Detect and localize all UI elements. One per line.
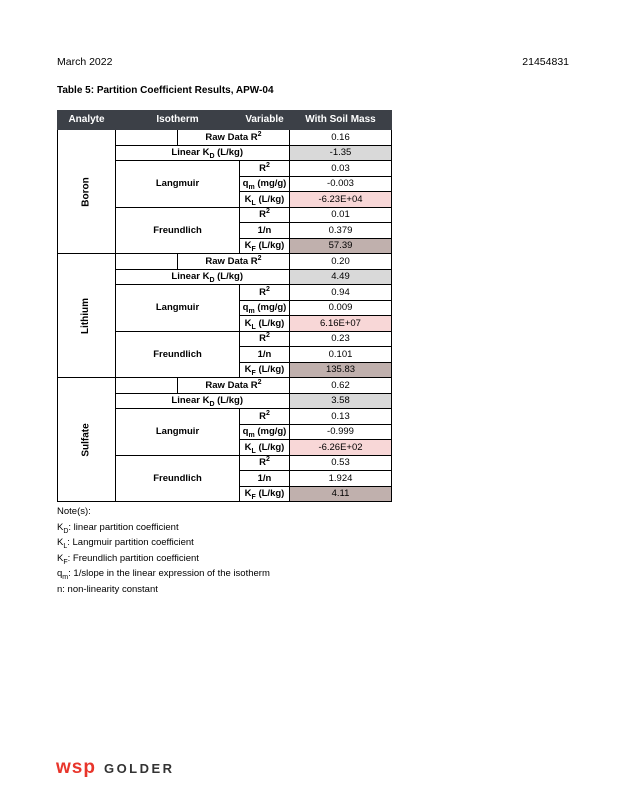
analyte-lithium: Lithium [58, 254, 116, 378]
boron-langmuir-r2: 0.03 [290, 161, 392, 177]
table-row: $q_m$ (mg/g) -0.003 [58, 176, 392, 192]
note-n: n: non-linearity constant [57, 583, 158, 595]
langmuir-label: Langmuir [116, 285, 240, 332]
wsp-golder-logo [56, 757, 175, 779]
partition-coefficient-table [57, 110, 392, 502]
header-date: March 2022 [57, 56, 113, 68]
sulfate-freundlich-r2: 0.53 [290, 455, 392, 471]
table-caption: Table 5: Partition Coefficient Results, APW-04 [57, 85, 274, 96]
boron-langmuir-qm: -0.003 [290, 176, 392, 192]
note-qm: $q_m$: 1/slope in the linear expression of the isotherm [57, 568, 270, 582]
sulfate-freundlich-kf: 4.11 [290, 486, 392, 502]
sulfate-freundlich-n: 1.924 [290, 471, 392, 487]
analyte-sulfate: Sulfate [58, 378, 116, 502]
linear-kd-label: Linear $K_D$ (L/kg) [116, 393, 290, 409]
boron-langmuir-kl: -6.23E+04 [290, 192, 392, 208]
col-variable: Variable [240, 111, 290, 130]
raw-r2-label: Raw Data $R^2$ [178, 254, 290, 270]
sulfate-langmuir-kl: -6.26E+02 [290, 440, 392, 456]
table-notes [57, 504, 270, 598]
langmuir-label: Langmuir [116, 161, 240, 208]
sulfate-linear-kd: 3.58 [290, 393, 392, 409]
table-row [58, 378, 392, 394]
lithium-freundlich-r2: 0.23 [290, 331, 392, 347]
sulfate-raw-r2: 0.62 [290, 378, 392, 394]
raw-r2-label: Raw Data $R^2$ [178, 378, 290, 394]
linear-kd-label: Linear $K_D$ (L/kg) [116, 269, 290, 285]
notes-title: Note(s): [57, 506, 91, 517]
table-row: Freundlich $R^2$ 0.53 [58, 455, 392, 471]
table-row: Freundlich $R^2$ 0.23 [58, 331, 392, 347]
freundlich-label: Freundlich [116, 207, 240, 254]
boron-linear-kd: -1.35 [290, 145, 392, 161]
table-row: Langmuir $R^2$ 0.03 [58, 161, 392, 177]
raw-r2-label: Raw Data $R^2$ [178, 130, 290, 146]
table-row: 1/n 0.379 [58, 223, 392, 239]
table-row: Freundlich $R^2$ 0.01 [58, 207, 392, 223]
note-kl: $K_L$: Langmuir partition coefficient [57, 537, 194, 551]
freundlich-label: Freundlich [116, 455, 240, 502]
note-kf: $K_F$: Freundlich partition coefficient [57, 552, 199, 566]
table-row: $K_F$ (L/kg) 57.39 [58, 238, 392, 254]
boron-group [58, 130, 392, 254]
table-header-row [58, 111, 392, 130]
table-row: $K_F$ (L/kg) 4.11 [58, 486, 392, 502]
table-row: $K_L$ (L/kg) -6.23E+04 [58, 192, 392, 208]
table-row: $K_L$ (L/kg) -6.26E+02 [58, 440, 392, 456]
lithium-group [58, 254, 392, 378]
wsp-logo-mark: wsp [56, 757, 96, 778]
table-row [58, 130, 392, 146]
analyte-boron: Boron [58, 130, 116, 254]
table-row: $K_F$ (L/kg) 135.83 [58, 362, 392, 378]
header-doc-number: 21454831 [522, 56, 569, 68]
sulfate-langmuir-qm: -0.999 [290, 424, 392, 440]
boron-freundlich-kf: 57.39 [290, 238, 392, 254]
sulfate-langmuir-r2: 0.13 [290, 409, 392, 425]
lithium-langmuir-kl: 6.16E+07 [290, 316, 392, 332]
lithium-linear-kd: 4.49 [290, 269, 392, 285]
linear-kd-label: Linear $K_D$ (L/kg) [116, 145, 290, 161]
lithium-langmuir-qm: 0.009 [290, 300, 392, 316]
table-row: $K_L$ (L/kg) 6.16E+07 [58, 316, 392, 332]
freundlich-label: Freundlich [116, 331, 240, 378]
table-row [58, 254, 392, 270]
table-row: 1/n 0.101 [58, 347, 392, 363]
col-isotherm: Isotherm [116, 111, 240, 130]
table-row: Langmuir $R^2$ 0.94 [58, 285, 392, 301]
boron-freundlich-r2: 0.01 [290, 207, 392, 223]
col-value: With Soil Mass [290, 111, 392, 130]
langmuir-label: Langmuir [116, 409, 240, 456]
golder-logo-text: GOLDER [103, 760, 175, 776]
table-row: $q_m$ (mg/g) -0.999 [58, 424, 392, 440]
lithium-freundlich-n: 0.101 [290, 347, 392, 363]
lithium-langmuir-r2: 0.94 [290, 285, 392, 301]
note-kd: $K_D$: linear partition coefficient [57, 521, 179, 535]
boron-freundlich-n: 0.379 [290, 223, 392, 239]
table-row: Langmuir $R^2$ 0.13 [58, 409, 392, 425]
lithium-raw-r2: 0.20 [290, 254, 392, 270]
boron-raw-r2: 0.16 [290, 130, 392, 146]
table-row: $q_m$ (mg/g) 0.009 [58, 300, 392, 316]
col-analyte: Analyte [58, 111, 116, 130]
lithium-freundlich-kf: 135.83 [290, 362, 392, 378]
table-row: 1/n 1.924 [58, 471, 392, 487]
sulfate-group [58, 378, 392, 502]
